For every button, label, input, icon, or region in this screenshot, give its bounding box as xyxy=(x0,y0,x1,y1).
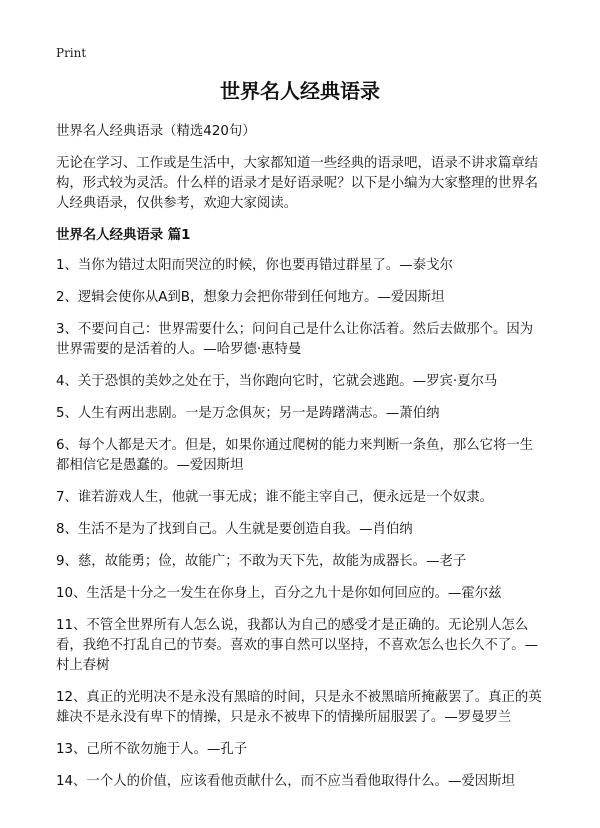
quote-item: 13、己所不欲勿施于人。—孔子 xyxy=(56,742,248,757)
quote-item: 6、每个人都是天才。但是，如果你通过爬树的能力来判断一条鱼，那么它将一生都相信它是愚蠢的。—爱因斯坦 xyxy=(56,438,534,473)
quote-list xyxy=(56,256,542,792)
quote-item: 12、真正的光明决不是永没有黑暗的时间，只是永不被黑暗所掩蔽罢了。真正的英雄决不是永没有卑下的情操，只是永不被卑下的情操所屈服罢了。—罗曼罗兰 xyxy=(56,690,542,725)
quote-item: 11、不管全世界所有人怎么说，我都认为自己的感受才是正确的。无论别人怎么看，我绝不打乱自己的节奏。喜欢的事自然可以坚持，不喜欢怎么也长久不了。—村上春树 xyxy=(56,618,539,673)
quote-item: 4、关于恐惧的美妙之处在于，当你跑向它时，它就会逃跑。—罗宾·夏尔马 xyxy=(56,374,498,389)
quote-item: 1、当你为错过太阳而哭泣的时候，你也要再错过群星了。—泰戈尔 xyxy=(56,258,453,273)
quote-item: 2、逻辑会使你从A到B，想象力会把你带到任何地方。—爱因斯坦 xyxy=(56,290,445,305)
intro-paragraph: 无论在学习、工作或是生活中，大家都知道一些经典的语录吧，语录不讲求篇章结构，形式较为灵活。什么样的语录才是好语录呢？以下是小编为大家整理的世界名人经典语录，仅供参考，欢迎大家阅读。 xyxy=(56,156,539,211)
quote-item: 8、生活不是为了找到自己。人生就是要创造自我。—肖伯纳 xyxy=(56,522,413,537)
quote-item: 5、人生有两出悲剧。一是万念俱灰；另一是踌躇满志。—萧伯纳 xyxy=(56,406,440,421)
document-subtitle: 世界名人经典语录（精选420句） xyxy=(56,124,256,139)
quote-item: 10、生活是十分之一发生在你身上，百分之九十是你如何回应的。—霍尔兹 xyxy=(56,586,502,601)
quote-item: 7、谁若游戏人生，他就一事无成；谁不能主宰自己，便永远是一个奴隶。 xyxy=(56,490,494,505)
document-body xyxy=(56,122,542,804)
quote-item: 3、不要问自己：世界需要什么；问问自己是什么让你活着。然后去做那个。因为世界需要的是活着的人。—哈罗德·惠特曼 xyxy=(56,322,534,357)
quote-item: 14、一个人的价值，应该看他贡献什么，而不应当看他取得什么。—爱因斯坦 xyxy=(56,774,515,789)
quote-item: 9、慈，故能勇；俭，故能广；不敢为天下先，故能为成器长。—老子 xyxy=(56,554,467,569)
print-label: Print xyxy=(56,46,87,60)
section-heading: 世界名人经典语录 篇1 xyxy=(56,228,191,243)
document-title: 世界名人经典语录 xyxy=(220,79,380,103)
